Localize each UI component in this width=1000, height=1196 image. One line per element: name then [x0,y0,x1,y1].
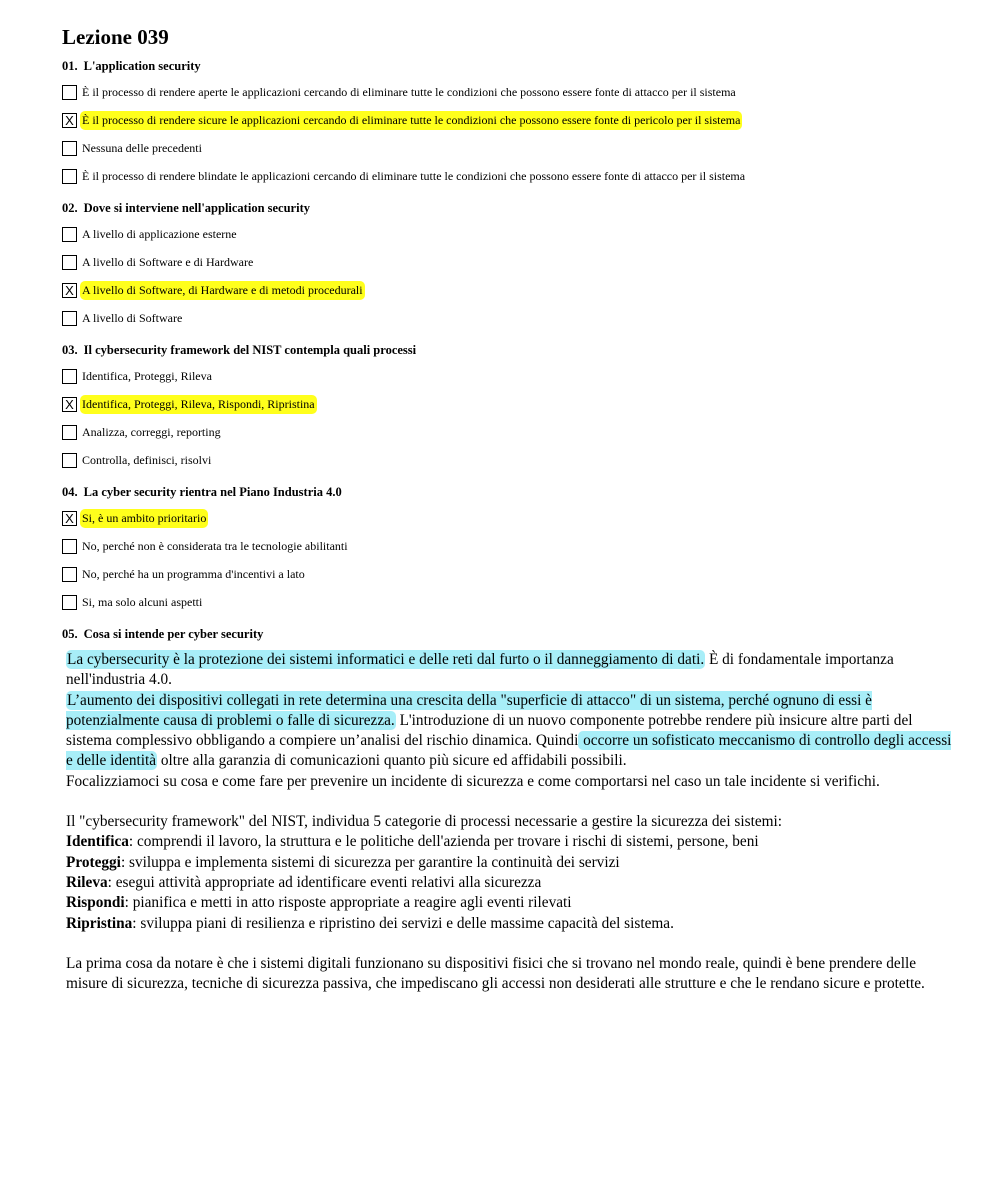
answer-option[interactable] [62,308,962,328]
question-04 [62,484,962,612]
category-line [66,873,961,893]
option-label: Identifica, Proteggi, Rileva, Rispondi, Ripristina [80,395,317,414]
category-term: Ripristina [66,914,133,932]
category-term: Rileva [66,873,108,891]
checkbox[interactable] [62,425,77,440]
category-description: : sviluppa e implementa sistemi di sicurezza per garantire la continuità dei servizi [120,853,620,871]
answer-option[interactable] [62,366,962,386]
checkbox[interactable] [62,169,77,184]
question-text: L'application security [83,59,201,73]
checked-checkbox[interactable]: X [62,511,77,526]
checkbox[interactable] [62,595,77,610]
checkbox[interactable] [62,567,77,582]
question-text: Cosa si intende per cyber security [83,627,264,641]
category-term: Rispondi [66,894,125,912]
answer-option[interactable] [62,564,962,584]
answer-option[interactable] [62,166,962,186]
question-title [62,626,962,642]
answer-option[interactable] [62,536,962,556]
answer-option[interactable] [62,138,962,158]
category-description: : sviluppa piani di resilienza e ripristino dei servizi e delle massime capacità del sistema. [132,914,674,932]
question-title [62,200,962,216]
answer-paragraph-1 [66,650,961,691]
question-text: Dove si interviene nell'application security [83,201,310,215]
checked-checkbox[interactable]: X [62,397,77,412]
option-label: A livello di Software [82,310,183,325]
question-title [62,342,962,358]
answer-option[interactable] [62,394,962,414]
open-answer [66,650,961,994]
answer-text: È di fondamentale importanza nell'industria 4.0. [66,651,894,689]
checkbox[interactable] [62,369,77,384]
category-line [66,914,961,934]
option-label: A livello di applicazione esterne [82,226,237,241]
answer-text: oltre alla garanzia di comunicazioni quanto più sicure ed affidabili possibili. [157,752,627,770]
option-label: Analizza, correggi, reporting [82,424,221,439]
option-label: A livello di Software, di Hardware e di metodi procedurali [80,281,365,300]
highlighted-text: La cybersecurity è la protezione dei sistemi informatici e delle reti dal furto o il danneggiamento di dati. [67,651,705,668]
lesson-title: Lezione 039 [62,25,169,49]
answer-option[interactable] [62,224,962,244]
question-number: 03. [62,343,78,357]
answer-paragraph-5: La prima cosa da notare è che i sistemi digitali funzionano su dispositivi fisici che si trovano nel mondo reale, quindi è bene prendere delle misure di sicurezza, tecniche di sicurezza passiva, che impediscano gli accessi non desiderati alle strutture e che le rendano sicure e protette. [66,954,925,993]
question-02 [62,200,962,328]
category-description: : esegui attività appropriate ad identificare eventi relativi alla sicurezza [107,873,542,891]
question-title [62,484,962,500]
checkbox[interactable] [62,85,77,100]
checkbox[interactable] [62,539,77,554]
checkbox[interactable] [62,311,77,326]
answer-text: L'introduzione di un nuovo componente potrebbe rendere più insicure altre parti del sistema complessivo obbligando a compiere un’analisi del rischio dinamica. Quindi [66,711,913,750]
option-label: A livello di Software e di Hardware [82,254,254,269]
question-number: 05. [62,627,78,641]
category-term: Proteggi [66,853,121,871]
category-line [66,853,961,873]
answer-option[interactable] [62,110,962,130]
question-text: La cyber security rientra nel Piano Industria 4.0 [83,485,342,499]
answer-paragraph-4: Il "cybersecurity framework" del NIST, individua 5 categorie di processi necessarie a gestire la sicurezza dei sistemi: [66,813,783,831]
question-03 [62,342,962,470]
checkbox[interactable] [62,255,77,270]
highlighted-text: L’aumento dei dispositivi collegati in rete determina una crescita della "superficie di attacco" di un sistema, perché ognuno di essi è potenzialmente causa di problemi o falle di sicurezza. [66,691,872,729]
option-label: Controlla, definisci, risolvi [82,452,212,467]
option-label: Si, ma solo alcuni aspetti [82,594,203,609]
checkbox[interactable] [62,227,77,242]
option-label: È il processo di rendere blindate le applicazioni cercando di eliminare tutte le condizioni che possono essere fonte di attacco per il sistema [82,168,746,183]
checked-checkbox[interactable]: X [62,113,77,128]
category-line [66,893,961,913]
option-label: No, perché non è considerata tra le tecnologie abilitanti [82,538,348,553]
question-list [62,58,962,612]
option-label: È il processo di rendere sicure le applicazioni cercando di eliminare tutte le condizioni che possono essere fonte di pericolo per il sistema [80,111,742,130]
option-label: Si, è un ambito prioritario [80,509,208,528]
category-line [66,832,961,852]
checkbox[interactable] [62,141,77,156]
answer-paragraph-3: Focalizziamoci su cosa e come fare per prevenire un incidente di sicurezza e come comportarsi nel caso un tale incidente si verifichi. [66,772,880,790]
option-label: Nessuna delle precedenti [82,140,202,155]
question-05 [62,626,962,994]
answer-option[interactable] [62,592,962,612]
option-label: No, perché ha un programma d'incentivi a lato [82,566,305,581]
category-term: Identifica [66,833,129,851]
highlighted-text: occorre un sofisticato meccanismo di controllo degli accessi e delle identità [66,732,952,770]
question-title [62,58,962,74]
document-page [62,24,962,1008]
answer-option[interactable] [62,252,962,272]
answer-paragraph-2 [66,691,961,772]
question-number: 01. [62,59,78,73]
question-number: 02. [62,201,78,215]
answer-option[interactable] [62,508,962,528]
option-label: È il processo di rendere aperte le applicazioni cercando di eliminare tutte le condizioni che possono essere fonte di attacco per il sistema [82,84,736,99]
nist-categories [66,832,961,933]
checkbox[interactable] [62,453,77,468]
question-01 [62,58,962,186]
answer-option[interactable] [62,450,962,470]
answer-option[interactable] [62,82,962,102]
answer-option[interactable] [62,422,962,442]
question-number: 04. [62,485,78,499]
category-description: : pianifica e metti in atto risposte appropriate a reagire agli eventi rilevati [124,894,572,912]
checked-checkbox[interactable]: X [62,283,77,298]
option-label: Identifica, Proteggi, Rileva [82,368,212,383]
category-description: : comprendi il lavoro, la struttura e le politiche dell'azienda per trovare i rischi di sistemi, persone, beni [128,833,759,851]
question-text: Il cybersecurity framework del NIST contempla quali processi [83,343,417,357]
answer-option[interactable] [62,280,962,300]
